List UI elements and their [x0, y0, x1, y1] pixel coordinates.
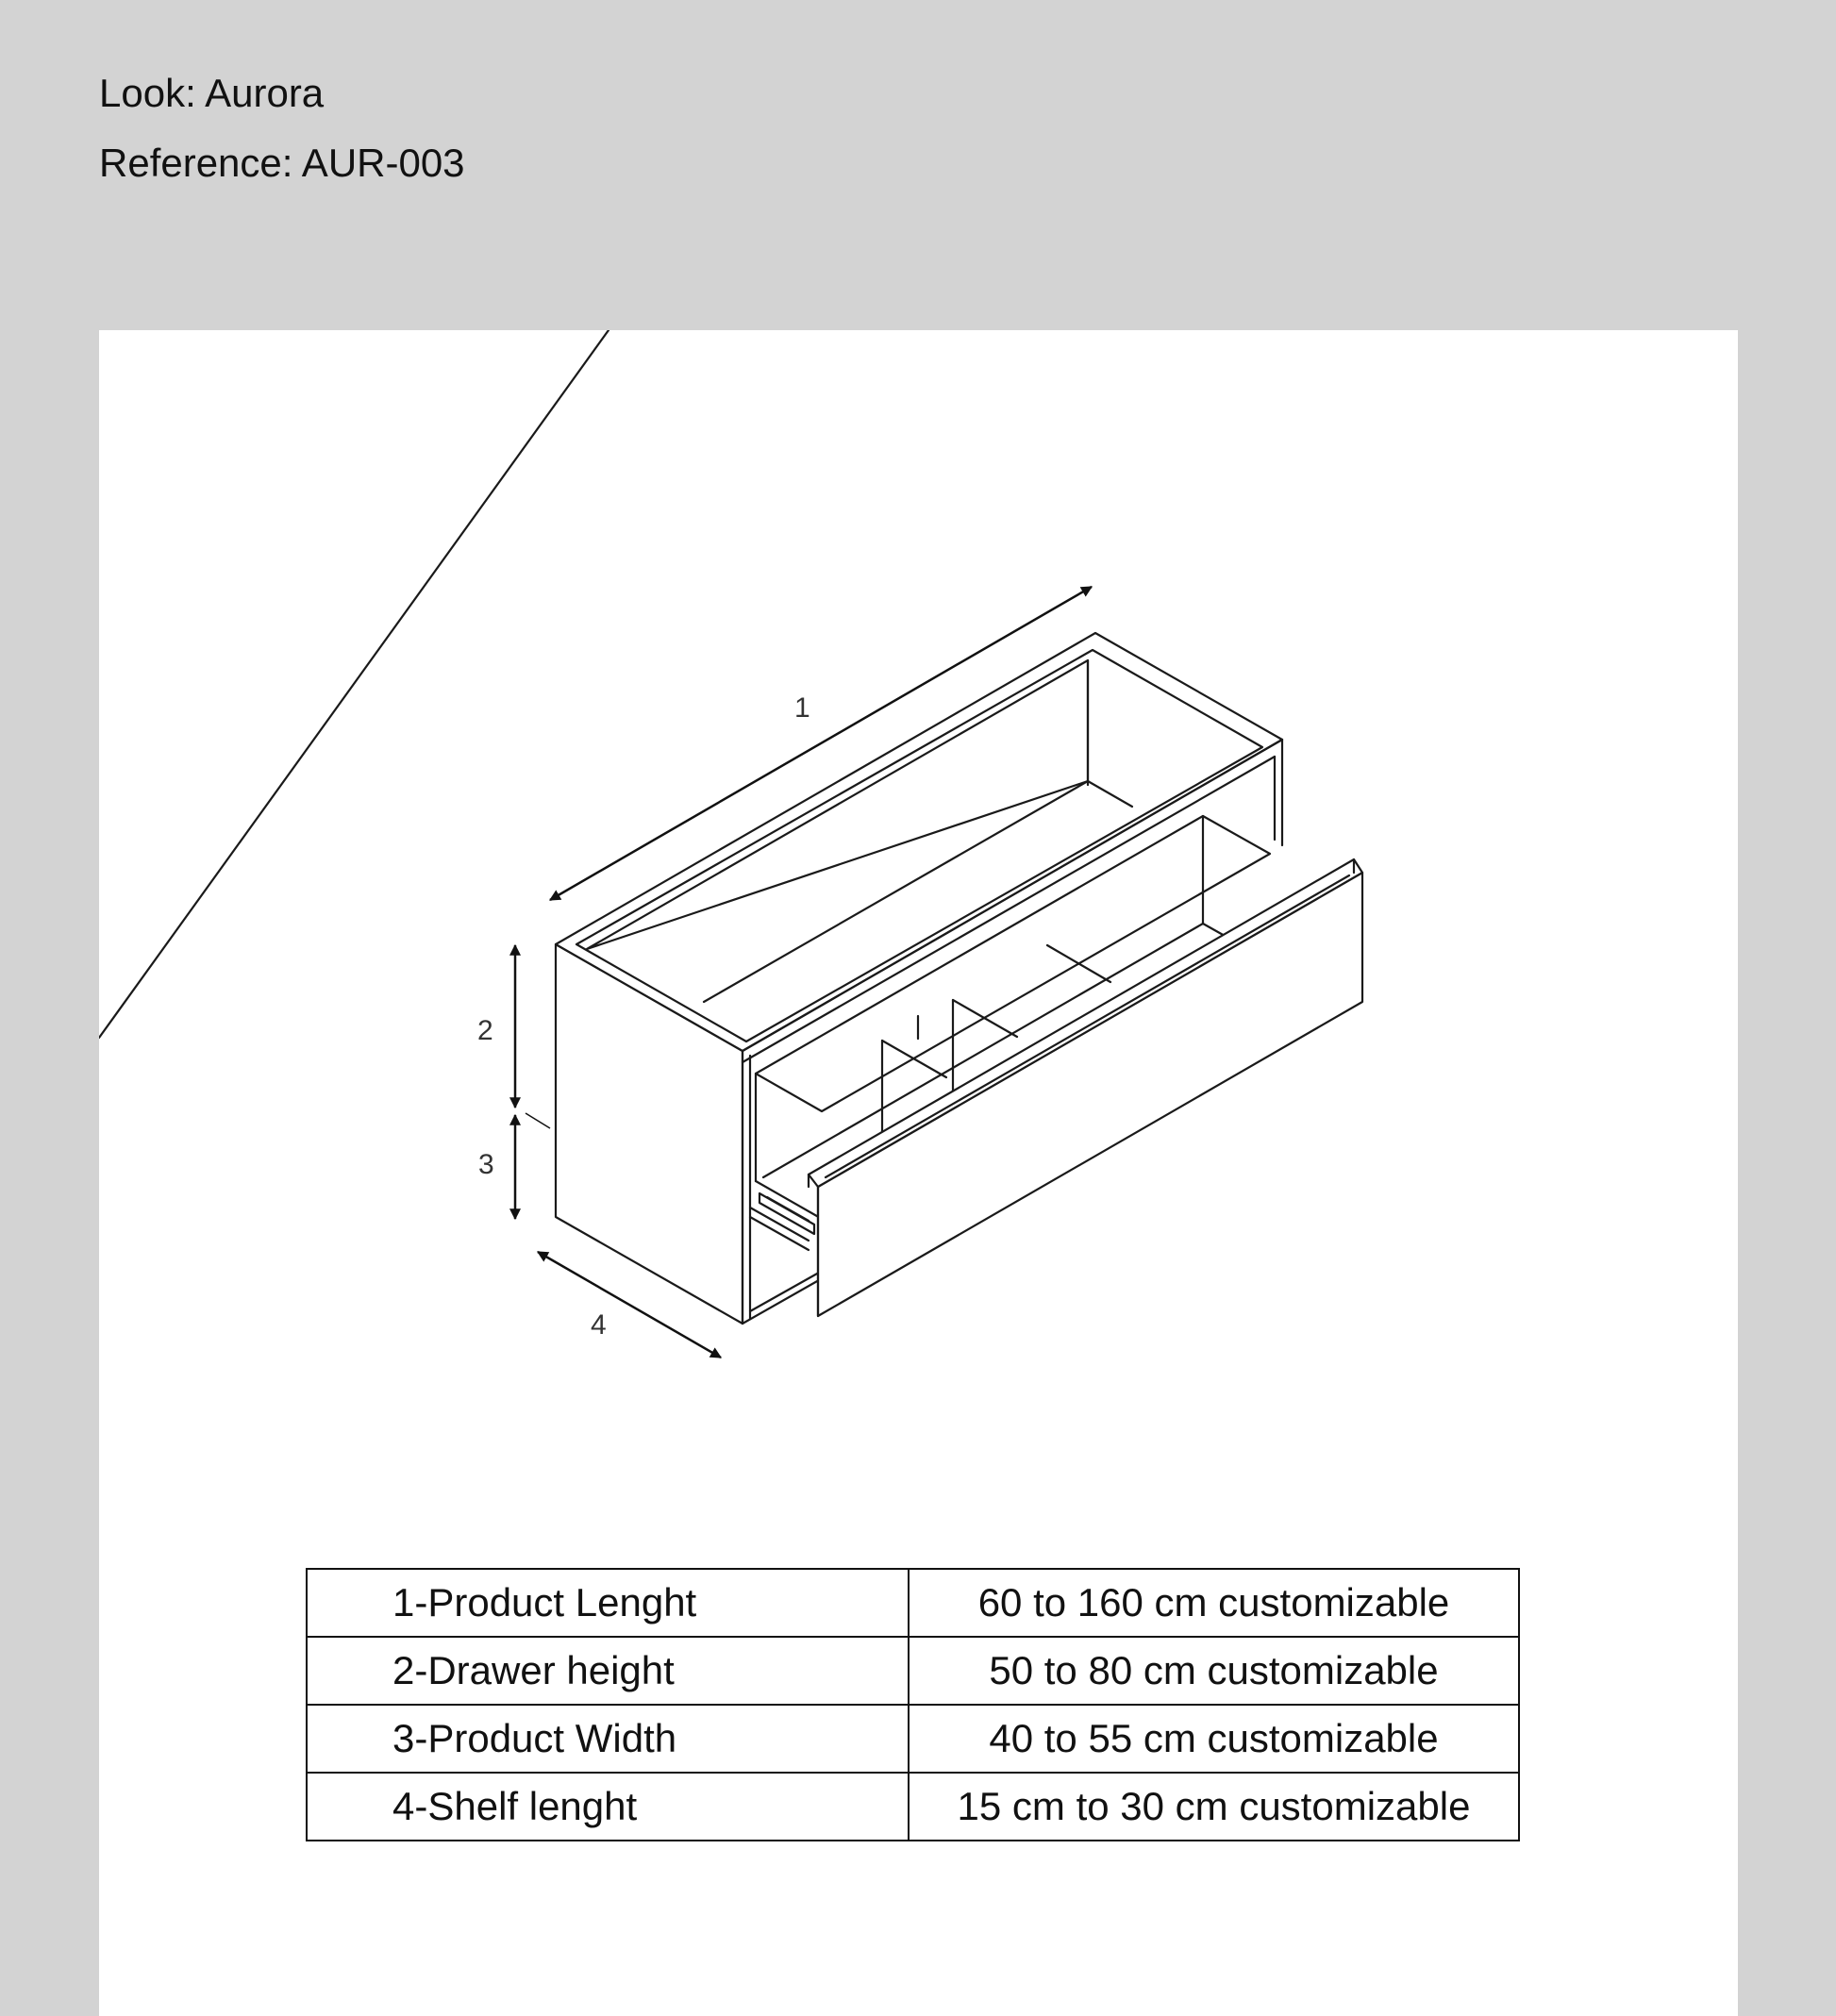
table-row	[307, 1569, 1519, 1637]
table-row	[307, 1637, 1519, 1705]
dimension-value: 60 to 160 cm customizable	[909, 1569, 1519, 1637]
table-row	[307, 1705, 1519, 1773]
dimension-label-4: 4	[591, 1309, 607, 1341]
dimension-name: 4-Shelf lenght	[307, 1773, 909, 1841]
dimension-value: 50 to 80 cm customizable	[909, 1637, 1519, 1705]
table-row	[307, 1773, 1519, 1841]
cabinet-outline	[99, 330, 1362, 1324]
spec-sheet	[99, 330, 1738, 2016]
dimension-spec-table	[306, 1568, 1520, 1841]
cabinet-diagram	[99, 330, 1738, 1462]
look-title: Look: Aurora	[99, 71, 325, 115]
header	[99, 71, 465, 213]
dimension-name: 2-Drawer height	[307, 1637, 909, 1705]
reference-code: Reference: AUR-003	[99, 141, 465, 185]
dimension-label-2: 2	[477, 1015, 493, 1046]
dimension-value: 15 cm to 30 cm customizable	[909, 1773, 1519, 1841]
dimension-label-1: 1	[794, 692, 810, 724]
dimension-name: 1-Product Lenght	[307, 1569, 909, 1637]
dimension-name: 3-Product Width	[307, 1705, 909, 1773]
dimension-label-3: 3	[478, 1149, 494, 1180]
dimension-value: 40 to 55 cm customizable	[909, 1705, 1519, 1773]
